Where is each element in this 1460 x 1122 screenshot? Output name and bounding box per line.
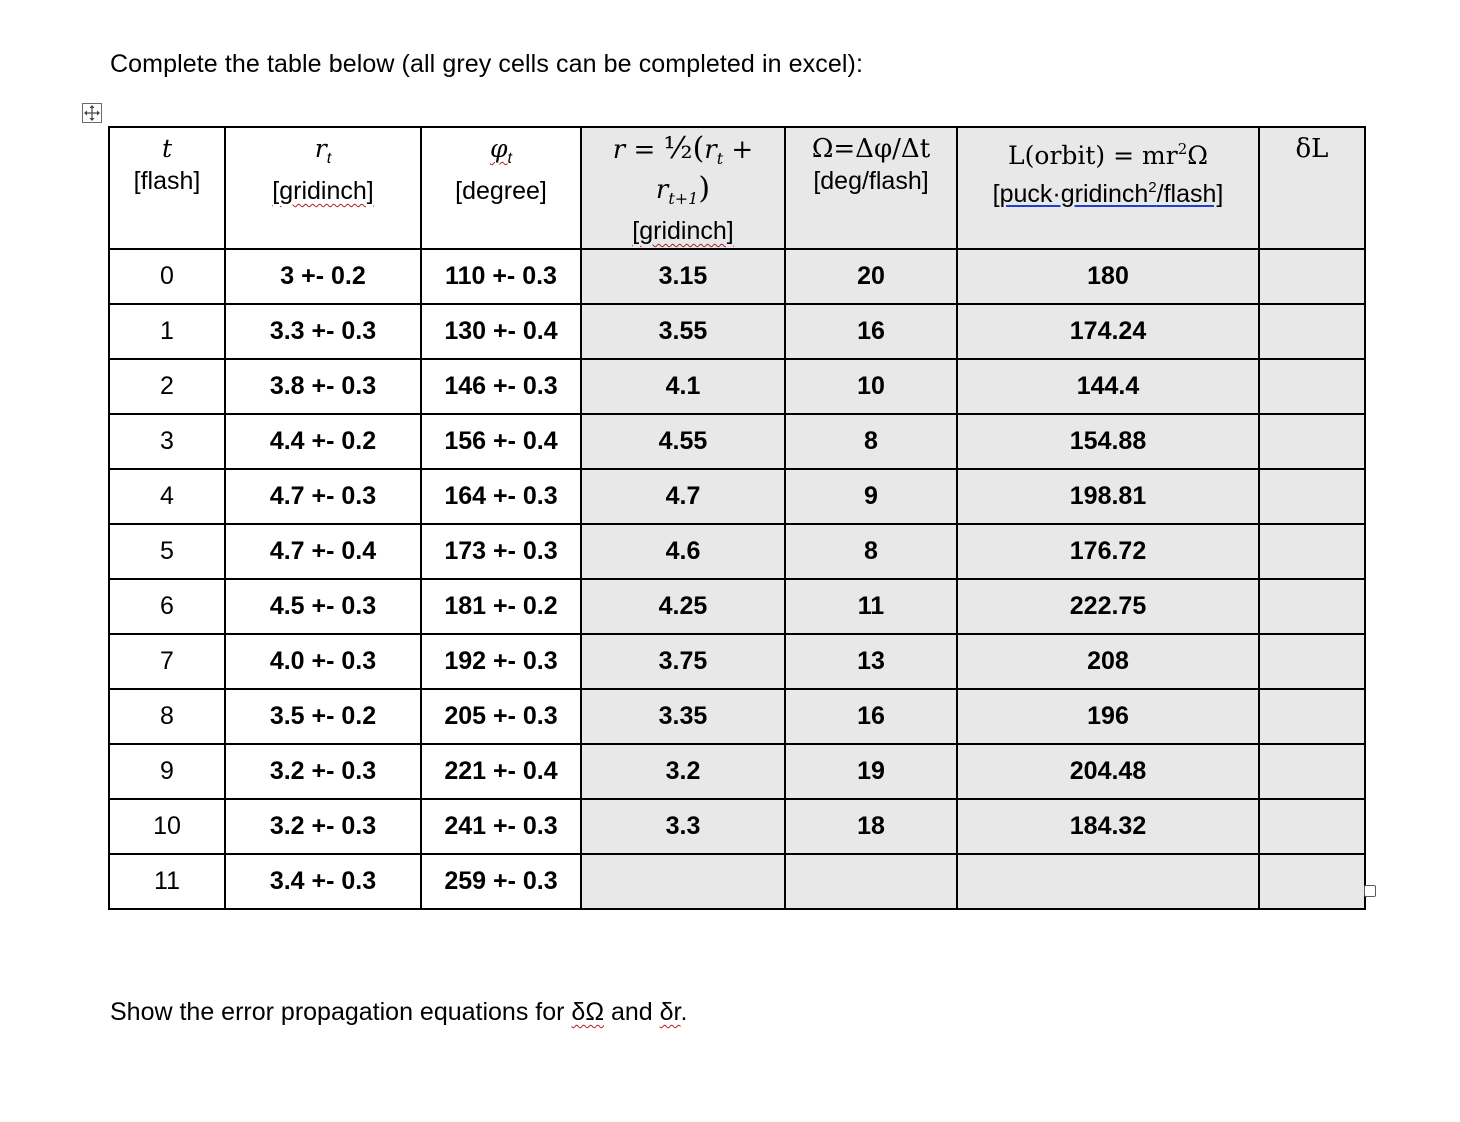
- header-rt-unit: [gridinch]: [272, 177, 374, 205]
- cell-t[interactable]: 0: [109, 249, 225, 304]
- cell-phi[interactable]: 110 +- 0.3: [421, 249, 581, 304]
- cell-L[interactable]: 180: [957, 249, 1259, 304]
- cell-rt[interactable]: 4.7 +- 0.4: [225, 524, 421, 579]
- cell-L[interactable]: 198.81: [957, 469, 1259, 524]
- cell-L[interactable]: 196: [957, 689, 1259, 744]
- cell-rt[interactable]: 4.7 +- 0.3: [225, 469, 421, 524]
- cell-phi[interactable]: 221 +- 0.4: [421, 744, 581, 799]
- header-phi-symbol: φ: [490, 134, 508, 163]
- cell-rt[interactable]: 3 +- 0.2: [225, 249, 421, 304]
- cell-L[interactable]: 208: [957, 634, 1259, 689]
- cell-phi[interactable]: 181 +- 0.2: [421, 579, 581, 634]
- cell-t[interactable]: 6: [109, 579, 225, 634]
- cell-phi[interactable]: 192 +- 0.3: [421, 634, 581, 689]
- cell-omega[interactable]: 13: [785, 634, 957, 689]
- table-row: [109, 249, 1365, 304]
- cell-rt[interactable]: 3.2 +- 0.3: [225, 799, 421, 854]
- cell-t[interactable]: 2: [109, 359, 225, 414]
- cell-omega[interactable]: 16: [785, 689, 957, 744]
- cell-dL[interactable]: [1259, 579, 1365, 634]
- header-rt-sub: t: [326, 150, 332, 167]
- header-t[interactable]: [109, 127, 225, 249]
- footer-delta-omega: δΩ: [571, 998, 605, 1026]
- table-row: [109, 304, 1365, 359]
- cell-t[interactable]: 7: [109, 634, 225, 689]
- table-row: [109, 689, 1365, 744]
- four-arrows-icon: [83, 104, 101, 122]
- cell-t[interactable]: 1: [109, 304, 225, 359]
- header-phi-sub: t: [507, 150, 512, 167]
- cell-omega[interactable]: 20: [785, 249, 957, 304]
- cell-r[interactable]: 3.3: [581, 799, 785, 854]
- footer-text-end: .: [680, 998, 688, 1026]
- cell-phi[interactable]: 205 +- 0.3: [421, 689, 581, 744]
- header-L-unit: [puck·gridinch$^2$/flash]: [992, 179, 1224, 208]
- cell-phi[interactable]: 156 +- 0.4: [421, 414, 581, 469]
- header-r[interactable]: [581, 127, 785, 249]
- cell-dL[interactable]: [1259, 414, 1365, 469]
- cell-r[interactable]: 4.25: [581, 579, 785, 634]
- cell-rt[interactable]: 4.4 +- 0.2: [225, 414, 421, 469]
- cell-dL[interactable]: [1259, 689, 1365, 744]
- header-rt[interactable]: [225, 127, 421, 249]
- cell-L[interactable]: 176.72: [957, 524, 1259, 579]
- header-dL[interactable]: [1259, 127, 1365, 249]
- header-r-unit: [gridinch]: [632, 217, 734, 245]
- cell-dL[interactable]: [1259, 469, 1365, 524]
- cell-dL[interactable]: [1259, 634, 1365, 689]
- header-rt-symbol: r: [314, 134, 327, 163]
- header-r-formula: $r = \frac{1}{2}(r_t + r_{t+1})$: [612, 131, 754, 208]
- cell-phi[interactable]: 146 +- 0.3: [421, 359, 581, 414]
- header-t-symbol: t: [161, 134, 173, 163]
- cell-rt[interactable]: 4.5 +- 0.3: [225, 579, 421, 634]
- cell-r[interactable]: 4.1: [581, 359, 785, 414]
- cell-t[interactable]: 10: [109, 799, 225, 854]
- cell-omega[interactable]: 19: [785, 744, 957, 799]
- header-L-formula: L(orbit) = $mr^2\Omega$: [1008, 140, 1208, 170]
- header-row: [109, 127, 1365, 249]
- cell-L[interactable]: 154.88: [957, 414, 1259, 469]
- cell-dL[interactable]: [1259, 249, 1365, 304]
- table-row: [109, 359, 1365, 414]
- cell-r[interactable]: 4.7: [581, 469, 785, 524]
- cell-omega[interactable]: 8: [785, 414, 957, 469]
- header-phi[interactable]: [421, 127, 581, 249]
- cell-r[interactable]: 4.6: [581, 524, 785, 579]
- cell-r[interactable]: [581, 854, 785, 909]
- table-resize-handle-icon[interactable]: [1364, 885, 1376, 897]
- data-table: [108, 126, 1366, 910]
- cell-t[interactable]: 8: [109, 689, 225, 744]
- cell-t[interactable]: 11: [109, 854, 225, 909]
- cell-L[interactable]: 144.4: [957, 359, 1259, 414]
- footer-question: [110, 998, 687, 1027]
- footer-delta-r: δr: [659, 998, 681, 1026]
- cell-t[interactable]: 5: [109, 524, 225, 579]
- cell-omega[interactable]: 11: [785, 579, 957, 634]
- footer-text-before: Show the error propagation equations for: [110, 998, 572, 1026]
- cell-r[interactable]: 4.55: [581, 414, 785, 469]
- header-omega-unit: [deg/flash]: [813, 167, 929, 195]
- cell-omega[interactable]: 9: [785, 469, 957, 524]
- cell-r[interactable]: 3.35: [581, 689, 785, 744]
- cell-L[interactable]: 222.75: [957, 579, 1259, 634]
- cell-r[interactable]: 3.55: [581, 304, 785, 359]
- table-row: [109, 579, 1365, 634]
- cell-rt[interactable]: 3.3 +- 0.3: [225, 304, 421, 359]
- cell-rt[interactable]: 3.4 +- 0.3: [225, 854, 421, 909]
- table-move-handle-icon[interactable]: [82, 103, 102, 123]
- cell-r[interactable]: 3.2: [581, 744, 785, 799]
- cell-rt[interactable]: 4.0 +- 0.3: [225, 634, 421, 689]
- header-phi-unit: [degree]: [455, 177, 547, 205]
- cell-dL[interactable]: [1259, 854, 1365, 909]
- instruction-text: Complete the table below (all grey cells can be completed in excel):: [110, 50, 864, 78]
- cell-dL[interactable]: [1259, 524, 1365, 579]
- cell-omega[interactable]: 8: [785, 524, 957, 579]
- cell-t[interactable]: 9: [109, 744, 225, 799]
- cell-omega[interactable]: 10: [785, 359, 957, 414]
- cell-phi[interactable]: 173 +- 0.3: [421, 524, 581, 579]
- cell-t[interactable]: 4: [109, 469, 225, 524]
- table-body: [109, 249, 1365, 909]
- header-t-unit: [flash]: [133, 167, 201, 195]
- footer-text-and: and: [604, 998, 660, 1026]
- table-row: [109, 524, 1365, 579]
- cell-dL[interactable]: [1259, 304, 1365, 359]
- table-row: [109, 469, 1365, 524]
- header-omega-formula: Ω=Δφ/Δt: [811, 134, 931, 164]
- cell-phi[interactable]: 164 +- 0.3: [421, 469, 581, 524]
- cell-rt[interactable]: 3.8 +- 0.3: [225, 359, 421, 414]
- cell-t[interactable]: 3: [109, 414, 225, 469]
- table-row: [109, 414, 1365, 469]
- cell-r[interactable]: 3.75: [581, 634, 785, 689]
- cell-L[interactable]: 184.32: [957, 799, 1259, 854]
- cell-r[interactable]: 3.15: [581, 249, 785, 304]
- cell-dL[interactable]: [1259, 744, 1365, 799]
- cell-L[interactable]: [957, 854, 1259, 909]
- header-omega[interactable]: [785, 127, 957, 249]
- cell-L[interactable]: 204.48: [957, 744, 1259, 799]
- cell-phi[interactable]: 130 +- 0.4: [421, 304, 581, 359]
- table-row: [109, 634, 1365, 689]
- cell-rt[interactable]: 3.5 +- 0.2: [225, 689, 421, 744]
- table-row: [109, 854, 1365, 909]
- cell-dL[interactable]: [1259, 799, 1365, 854]
- cell-phi[interactable]: 241 +- 0.3: [421, 799, 581, 854]
- cell-rt[interactable]: 3.2 +- 0.3: [225, 744, 421, 799]
- cell-omega[interactable]: 16: [785, 304, 957, 359]
- cell-dL[interactable]: [1259, 359, 1365, 414]
- table-row: [109, 744, 1365, 799]
- cell-omega[interactable]: 18: [785, 799, 957, 854]
- cell-phi[interactable]: 259 +- 0.3: [421, 854, 581, 909]
- cell-L[interactable]: 174.24: [957, 304, 1259, 359]
- table-row: [109, 799, 1365, 854]
- cell-omega[interactable]: [785, 854, 957, 909]
- header-dL-formula: δL: [1295, 134, 1329, 164]
- header-L[interactable]: [957, 127, 1259, 249]
